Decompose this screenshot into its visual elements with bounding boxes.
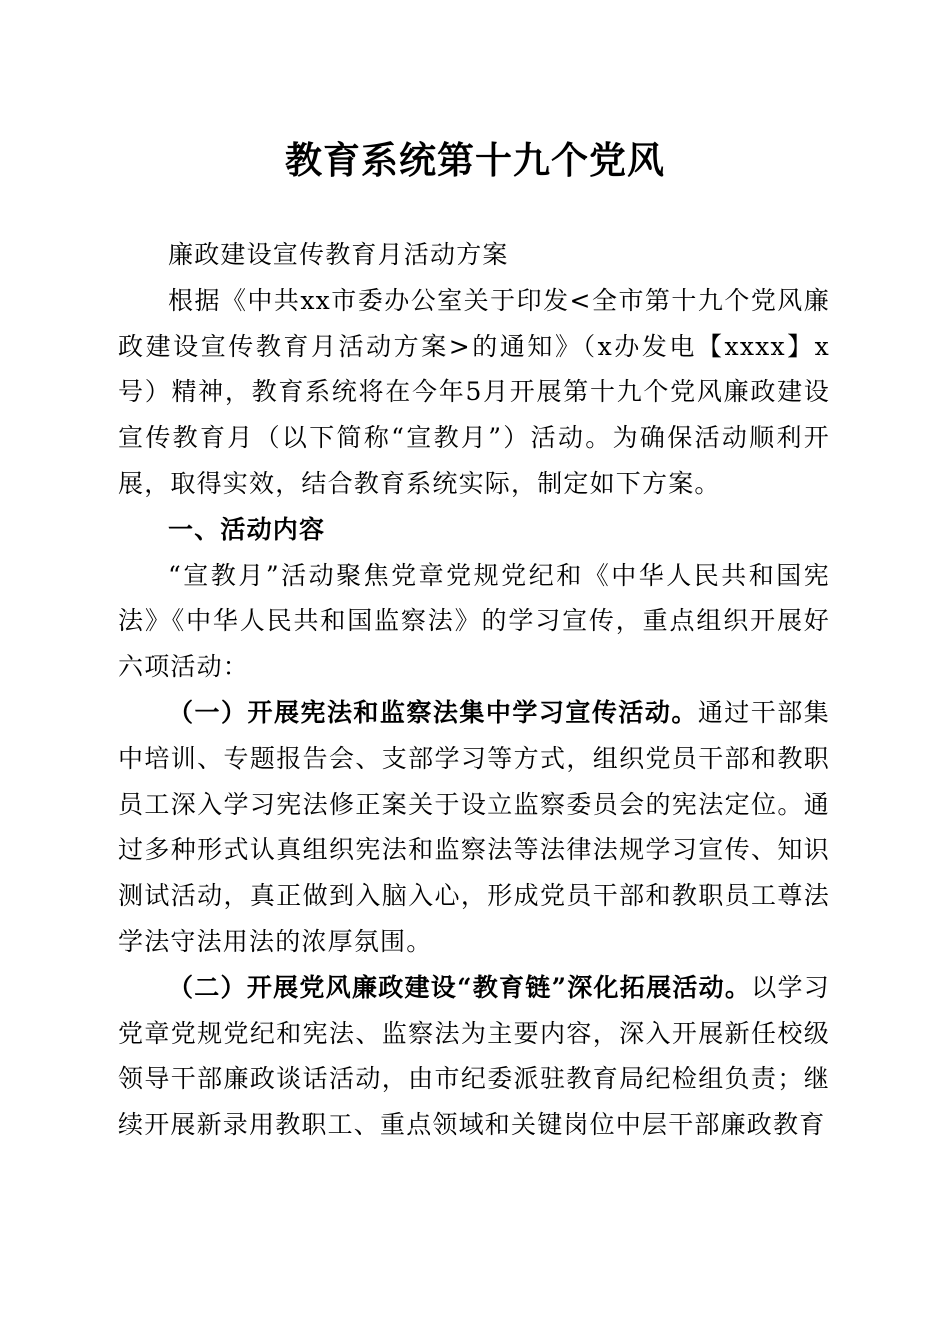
- item-1-lead: （一）开展宪法和监察法集中学习宣传活动。: [168, 697, 698, 727]
- paragraph-intro: 根据《中共xx市委办公室关于印发<全市第十九个党风廉政建设宣传教育月活动方案>的通知》（x办发电【xxxx】x号）精神，教育系统将在今年5月开展第十九个党风廉政建设宣传教育月（以下简称“宣教月”）活动。为确保活动顺利开展，取得实效，结合教育系统实际，制定如下方案。: [118, 285, 830, 498]
- paragraph-activity-summary: “宣教月”活动聚焦党章党规党纪和《中华人民共和国宪法》《中华人民共和国监察法》的学习宣传，重点组织开展好六项活动：: [118, 560, 830, 682]
- document-body: [118, 232, 830, 1148]
- item-1-text: 通过干部集中培训、专题报告会、支部学习等方式，组织党员干部和教职员工深入学习宪法修正案关于设立监察委员会的宪法定位。通过多种形式认真组织宪法和监察法等法律法规学习宣传、知识测试活动，真正做到入脑入心，形成党员干部和教职员工尊法学法守法用法的浓厚氛围。: [118, 697, 830, 956]
- section-heading-activity-content: 一、活动内容: [168, 514, 326, 544]
- paragraph-item-1: [118, 690, 830, 965]
- document-title: 教育系统第十九个党风: [285, 138, 665, 182]
- item-2-lead: （二）开展党风廉政建设“教育链”深化拓展活动。: [168, 972, 752, 1002]
- paragraph-subtitle: 廉政建设宣传教育月活动方案: [168, 240, 509, 269]
- paragraph-item-2: [118, 965, 830, 1148]
- item-2-text: 以学习党章党规党纪和宪法、监察法为主要内容，深入开展新任校级领导干部廉政谈话活动，由市纪委派驻教育局纪检组负责；继续开展新录用教职工、重点领域和关键岗位中层干部廉政教育: [118, 972, 830, 1140]
